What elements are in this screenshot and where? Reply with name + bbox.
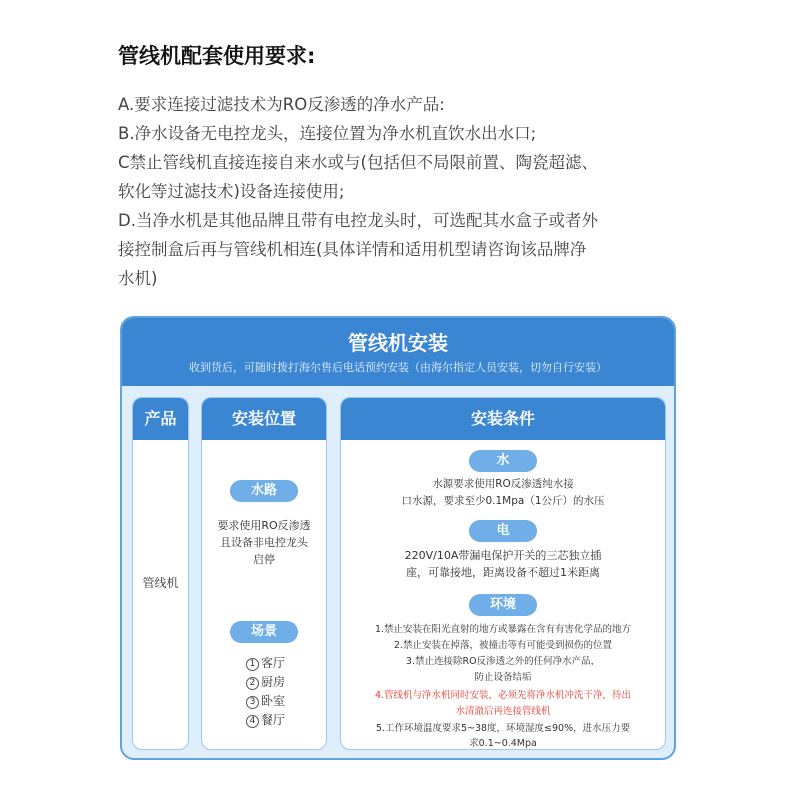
scene-item-label: 厨房 [261,675,286,689]
page-title: 管线机配套使用要求: [118,44,316,68]
scene-item [246,692,285,709]
requirement-b: B.净水设备无电控龙头，连接位置为净水机直饮水出水口; [118,124,537,143]
scene-item [246,654,285,671]
water-badge: 水 [469,450,537,472]
number-circle-icon: 2 [246,677,259,690]
panel-subtitle: 收到货后，可随时拨打海尔售后电话预约安装（由海尔指定人员安装，切勿自行安装） [189,361,607,374]
environment-line-6: 求0.1~0.4Mpa [469,738,537,749]
product-header: 产品 [133,398,188,440]
environment-badge: 环境 [469,594,537,616]
scene-item-label: 卧室 [261,694,286,708]
scene-item [246,673,285,690]
conditions-header: 安装条件 [341,398,665,440]
requirement-d-cont2: 水机) [118,269,158,288]
requirement-c-cont: 软化等过滤技术)设备连接使用; [118,182,345,201]
installation-panel [120,316,676,760]
conditions-column [340,397,666,750]
panel-header [122,318,674,386]
waterway-badge: 水路 [230,480,298,502]
power-line-1: 220V/10A带漏电保护开关的三芯独立插 [404,549,602,562]
environment-line-2: 2.禁止安装在掉落，被撞击等有可能受到损伤的位置 [393,640,613,651]
number-circle-icon: 4 [246,715,259,728]
number-circle-icon: 3 [246,696,259,709]
water-line-2: 口水源，要求至少0.1Mpa（1公斤）的水压 [401,495,605,507]
requirement-c: C禁止管线机直接连接自来水或与(包括但不局限前置、陶瓷超滤、 [118,153,598,172]
requirement-a: A.要求连接过滤技术为RO反渗透的净水产品: [118,95,445,114]
power-line-2: 座，可靠接地，距离设备不超过1米距离 [406,566,600,579]
product-column [132,397,189,750]
waterway-line-2: 且设备非电控龙头 [220,536,308,549]
environment-line-3: 3.禁止连接除RO反渗透之外的任何净水产品， [405,656,601,667]
scene-badge: 场景 [230,621,298,643]
scene-item [246,711,285,728]
environment-line-5: 5.工作环境温度要求5~38度，环境湿度≤90%，进水压力要 [375,723,631,734]
scene-item-label: 餐厅 [261,713,286,727]
requirement-d: D.当净水机是其他品牌且带有电控龙头时，可选配其水盒子或者外 [118,211,598,230]
environment-warning-line-2: 水清澈后再连接管线机 [455,706,551,717]
number-circle-icon: 1 [246,658,259,671]
location-column [201,397,327,750]
environment-warning-line-1: 4.管线机与净水机同时安装，必须先将净水机冲洗干净，待出 [374,690,632,701]
product-value: 管线机 [142,576,179,590]
waterway-line-1: 要求使用RO反渗透 [217,519,311,532]
requirement-d-cont: 接控制盒后再与管线机相连(具体详情和适用机型请咨询该品牌净 [118,240,587,259]
waterway-line-3: 启停 [253,553,275,566]
environment-line-1: 1.禁止安装在阳光直射的地方或暴露在含有有害化学品的地方 [374,624,632,635]
location-header: 安装位置 [202,398,326,440]
scene-item-label: 客厅 [261,656,286,670]
panel-title: 管线机安装 [348,331,448,355]
environment-line-4: 防止设备结垢 [474,672,532,683]
water-line-1: 水源要求使用RO反渗透纯水接 [432,478,574,490]
power-badge: 电 [469,520,537,542]
